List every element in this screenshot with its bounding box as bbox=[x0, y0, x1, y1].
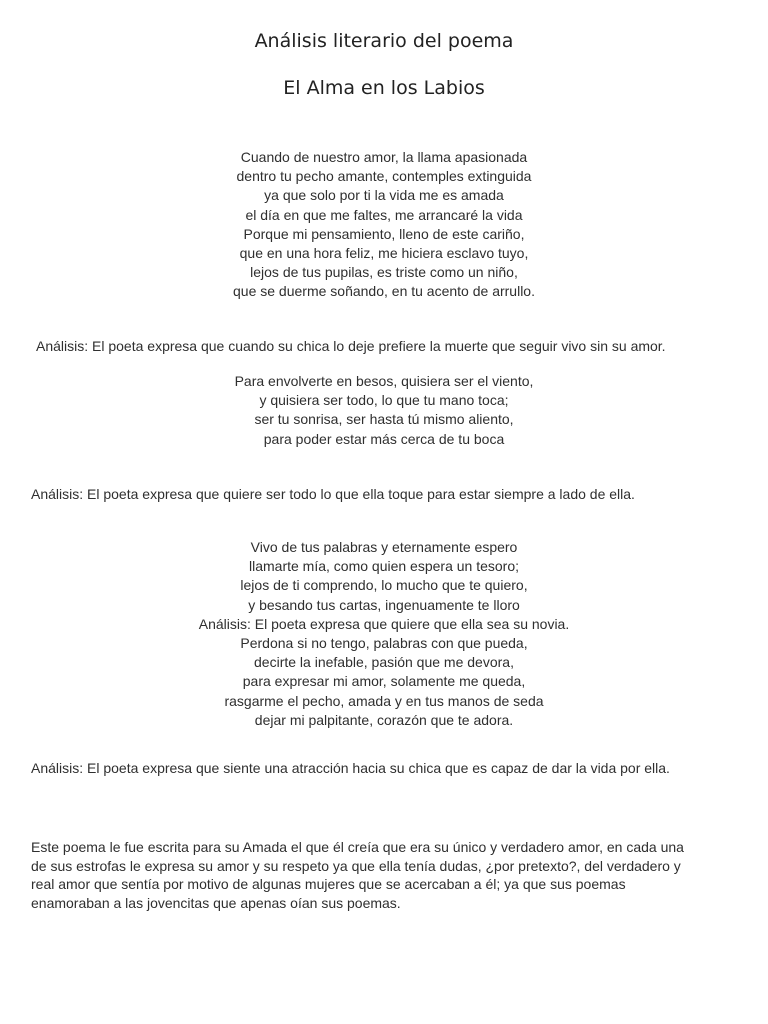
inline-analysis-line: Análisis: El poeta expresa que quiere que ella sea su novia. bbox=[198, 615, 570, 632]
verse-line: llamarte mía, como quien espera un tesoro; bbox=[248, 558, 520, 575]
verse-line: lejos de ti comprendo, lo mucho que te quiero, bbox=[240, 577, 528, 594]
verse-line: Porque mi pensamiento, lleno de este cariño, bbox=[243, 225, 525, 242]
verse-line: para poder estar más cerca de tu boca bbox=[263, 430, 505, 447]
verse-line: rasgarme el pecho, amada y en tus manos de seda bbox=[224, 692, 544, 709]
poem-stanza-3 bbox=[0, 538, 768, 730]
verse-line: el día en que me faltes, me arrancaré la vida bbox=[245, 206, 523, 223]
verse-line: y besando tus cartas, ingenuamente te lloro bbox=[248, 596, 520, 613]
analysis-paragraph-1: Análisis: El poeta expresa que cuando su chica lo deje prefiere la muerte que seguir vivo sin su amor. bbox=[36, 338, 666, 354]
poem-stanza-1 bbox=[0, 148, 768, 302]
verse-line: ser tu sonrisa, ser hasta tú mismo aliento, bbox=[254, 411, 514, 428]
verse-line: decirte la inefable, pasión que me devora, bbox=[254, 654, 514, 671]
document-title: Análisis literario del poema bbox=[254, 30, 514, 52]
verse-line: que se duerme soñando, en tu acento de arrullo. bbox=[233, 283, 535, 300]
verse-line: dentro tu pecho amante, contemples extinguida bbox=[236, 168, 532, 185]
analysis-paragraph-3: Análisis: El poeta expresa que siente una atracción hacia su chica que es capaz de dar la vida por ella. bbox=[31, 760, 670, 776]
poem-title: El Alma en los Labios bbox=[283, 77, 485, 99]
paragraph-line: Este poema le fue escrita para su Amada el que él creía que era su único y verdadero amor, en cada una bbox=[31, 839, 684, 855]
paragraph-line: real amor que sentía por motivo de algunas mujeres que se acercaban a él; ya que sus poemas bbox=[31, 876, 626, 892]
verse-line: Vivo de tus palabras y eternamente espero bbox=[250, 539, 518, 555]
verse-line: dejar mi palpitante, corazón que te adora. bbox=[254, 711, 514, 728]
verse-line: ya que solo por ti la vida me es amada bbox=[264, 187, 504, 204]
analysis-paragraph-2: Análisis: El poeta expresa que quiere ser todo lo que ella toque para estar siempre a lado de ella. bbox=[31, 486, 635, 502]
verse-line: y quisiera ser todo, lo que tu mano toca; bbox=[259, 392, 509, 409]
verse-line: Perdona si no tengo, palabras con que pueda, bbox=[240, 635, 528, 652]
verse-line: para expresar mi amor, solamente me queda, bbox=[242, 673, 526, 690]
poem-stanza-2 bbox=[0, 372, 768, 449]
closing-paragraph bbox=[31, 838, 731, 912]
verse-line: lejos de tus pupilas, es triste como un niño, bbox=[250, 264, 518, 281]
verse-line: que en una hora feliz, me hiciera esclavo tuyo, bbox=[239, 245, 529, 262]
paragraph-line: enamoraban a las jovencitas que apenas oían sus poemas. bbox=[31, 894, 401, 911]
paragraph-line: de sus estrofas le expresa su amor y su respeto ya que ella tenía dudas, ¿por pretexto?, del verdadero y bbox=[31, 857, 681, 874]
verse-line: Para envolverte en besos, quisiera ser el viento, bbox=[234, 373, 534, 389]
verse-line: Cuando de nuestro amor, la llama apasionada bbox=[240, 149, 528, 165]
